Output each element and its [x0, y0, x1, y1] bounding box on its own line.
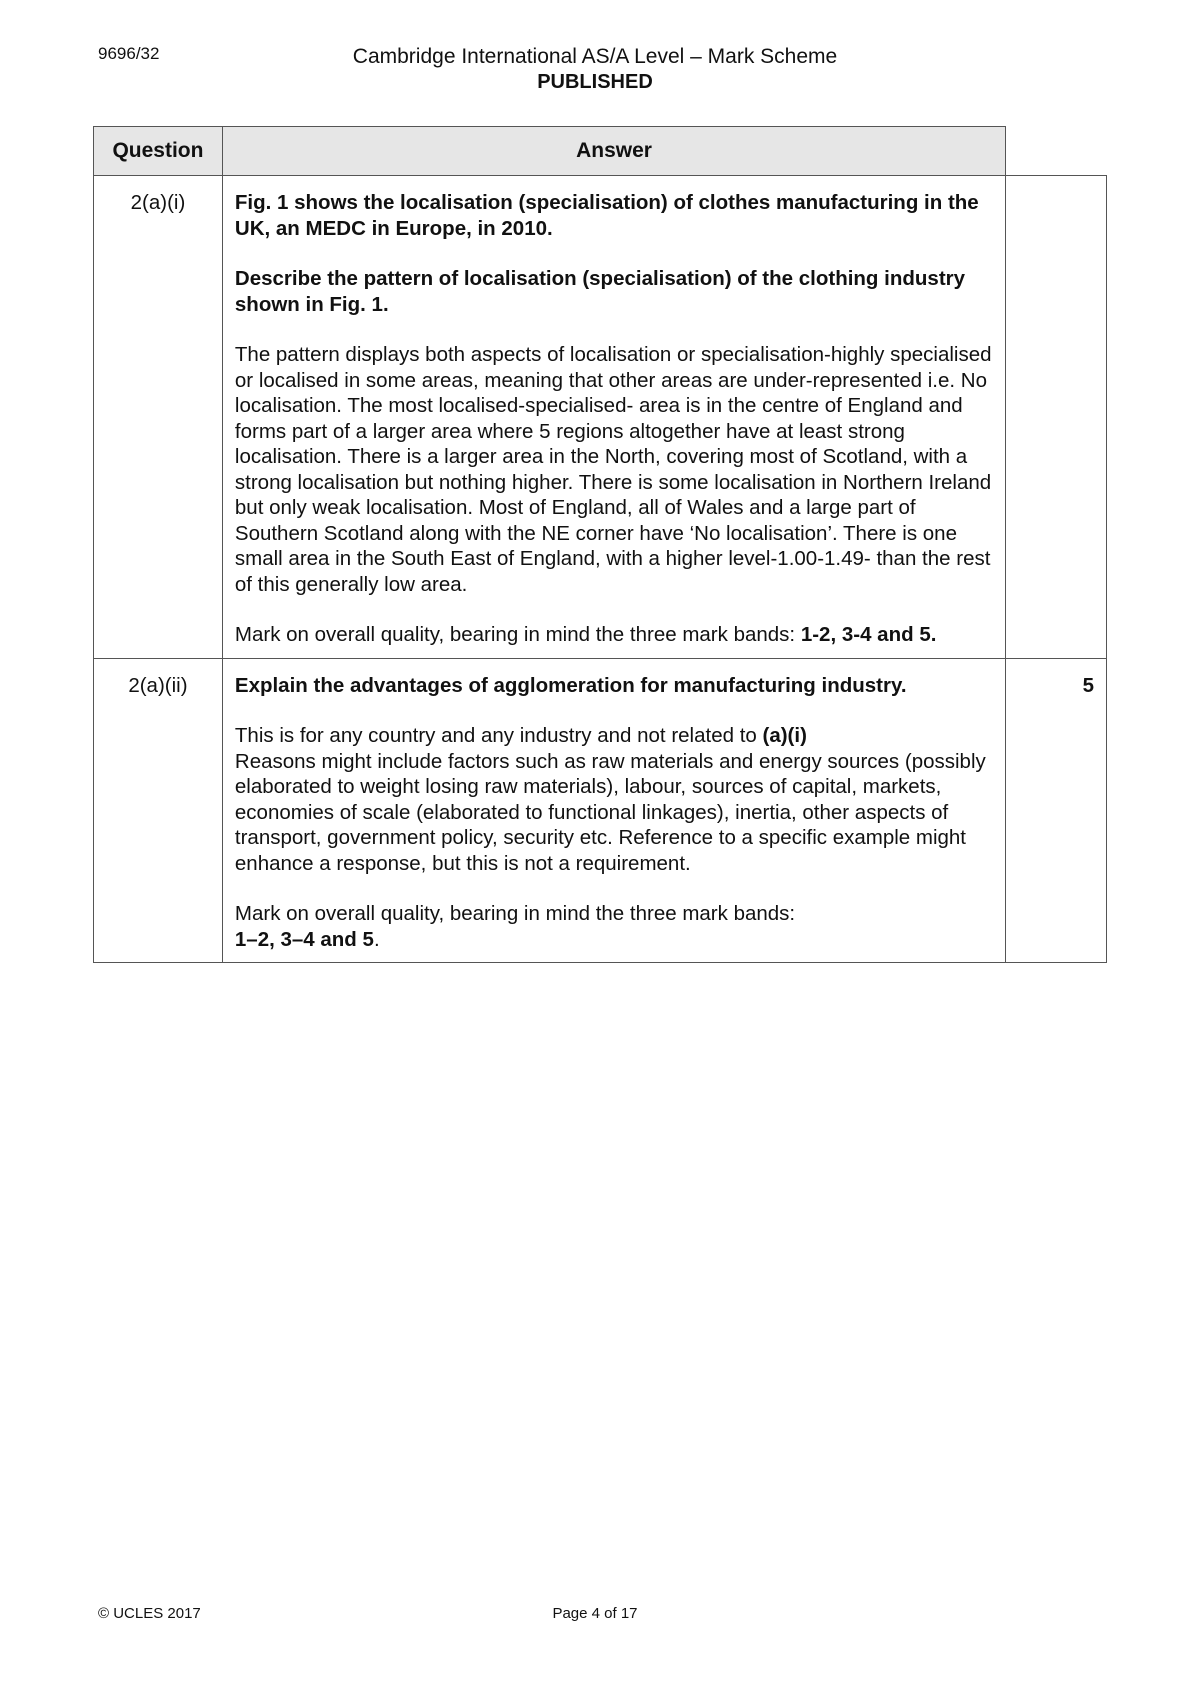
mark-bands: 1-2, 3-4 and 5. [800, 623, 937, 646]
question-number: 2(a)(i) [94, 176, 223, 659]
answer-body: Reasons might include factors such as raw materials and energy sources (possibly elaborated to weight losing raw materials), labour, sources of capital, markets, economies of scale (elaborated to functional linkages), inertia, other aspects of transport, government policy, security etc. Reference to a specific example might enhance a response, but this is not a requirement. [234, 749, 986, 875]
marks-cell: 5 [1006, 658, 1107, 963]
answer-intro: This is for any country and any industry and not related to [234, 724, 763, 747]
copyright: © UCLES 2017 [98, 1605, 201, 1622]
page-header [0, 44, 1190, 94]
mark-scheme-table [93, 126, 1107, 963]
answer-guidance [235, 723, 993, 876]
answer-intro-ref: (a)(i) [762, 724, 807, 747]
answer-cell [222, 176, 1005, 659]
question-column-header: Question [94, 127, 223, 176]
marking-note [235, 622, 993, 648]
question-instruction: Describe the pattern of localisation (specialisation) of the clothing industry shown in Fig. 1. [234, 267, 966, 316]
question-prompt: Explain the advantages of agglomeration for manufacturing industry. [234, 673, 907, 697]
answer-guidance: The pattern displays both aspects of localisation or specialisation-highly specialised or localised in some areas, meaning that other areas are under-represented i.e. No localisation. The most localised-specialised- area is in the centre of England and forms part of a larger area where 5 regions altogether have at least strong localisation. There is a larger area in the North, covering most of Scotland, with a strong localisation but nothing higher. There is some localisation in Northern Ireland but only weak localisation. Most of England, all of Wales and a large part of Southern Scotland along with the NE corner have ‘No localisation’. There is one small area in the South East of England, with a higher level-1.00-1.49- than the rest of this generally low area. [234, 343, 992, 596]
marking-note-text: Mark on overall quality, bearing in mind the three mark bands: [234, 623, 801, 646]
marks-column-header [1006, 127, 1107, 176]
table-header-row [94, 127, 1107, 176]
document-title: Cambridge International AS/A Level – Mark Scheme [352, 45, 838, 68]
answer-column-header: Answer [222, 127, 1005, 176]
page-number: Page 4 of 17 [552, 1605, 638, 1622]
marking-note-text: Mark on overall quality, bearing in mind the three mark bands: [234, 902, 796, 925]
question-prompt: Fig. 1 shows the localisation (specialisation) of clothes manufacturing in the UK, an MEDC in Europe, in 2010. [234, 191, 979, 240]
document-code: 9696/32 [98, 44, 160, 63]
document-status: PUBLISHED [537, 71, 653, 93]
table-row [94, 658, 1107, 963]
mark-bands-end: . [373, 927, 380, 951]
marks-cell [1006, 176, 1107, 659]
marking-note [235, 901, 993, 952]
question-number: 2(a)(ii) [94, 658, 223, 963]
table-row [94, 176, 1107, 659]
mark-bands: 1–2, 3–4 and 5 [234, 927, 374, 951]
answer-cell [222, 658, 1005, 963]
